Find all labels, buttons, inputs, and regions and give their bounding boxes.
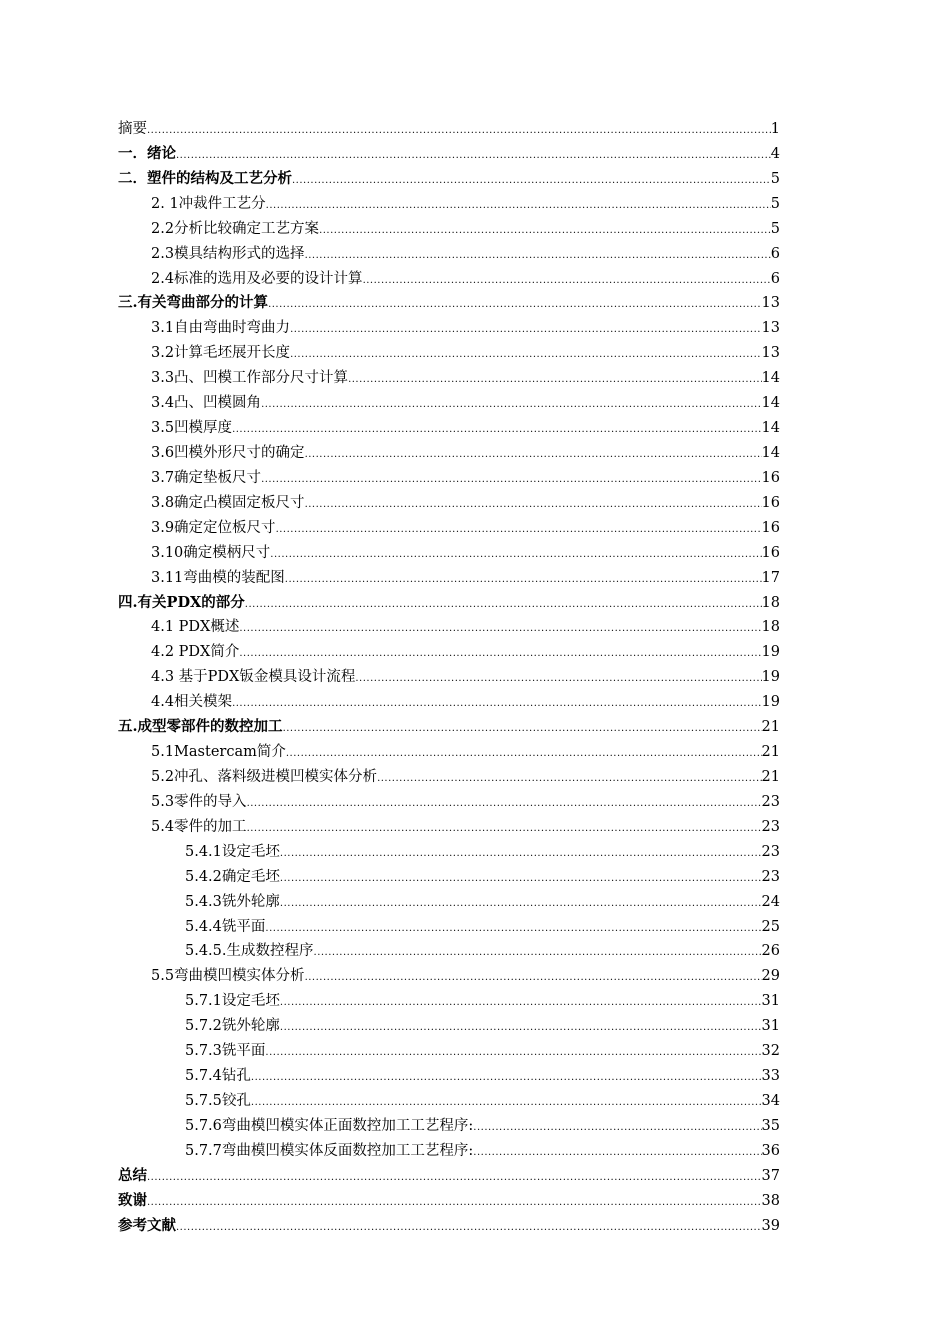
toc-dot-leader [276,518,762,543]
toc-entry-title: 5.4.4铣平面 [185,918,266,935]
toc-entry[interactable] [118,890,780,915]
toc-entry-title: 3.1自由弯曲时弯曲力 [151,320,291,337]
toc-entry-title: 5.4.1设定毛坯 [185,843,280,860]
toc-dot-leader [247,792,762,817]
toc-entry-title: 5.1Mastercam简介 [151,744,286,761]
toc-entry-title: 3.4凸、凹模圆角 [151,395,262,412]
toc-page-number: 34 [761,1092,780,1109]
toc-dot-leader [280,892,762,917]
toc-entry-title: 摘要 [118,121,147,137]
toc-page-number: 25 [761,918,780,935]
toc-entry-title: 3.6凹模外形尺寸的确定 [151,444,305,461]
toc-entry-title: 三.有关弯曲部分的计算 [118,294,269,312]
toc-page-number: 14 [761,370,780,387]
toc-page-number: 39 [761,1217,780,1234]
toc-entry-title: 五.成型零部件的数控加工 [118,718,283,736]
toc-dot-leader [305,966,762,991]
toc-page-number: 5 [770,220,780,237]
toc-entry-title: 5.4.2确定毛坯 [185,868,280,885]
toc-page-number: 32 [761,1043,780,1060]
toc-entry[interactable] [118,865,780,890]
toc-dot-leader [473,1141,761,1166]
toc-entry[interactable] [118,840,780,865]
toc-entry[interactable] [118,516,780,541]
toc-entry-title: 致谢 [118,1191,147,1209]
toc-entry[interactable] [118,1064,780,1089]
toc-page-number: 29 [761,968,780,985]
toc-page-number: 33 [761,1068,780,1085]
toc-dot-leader [377,767,761,792]
toc-dot-leader [290,318,761,343]
toc-entry[interactable] [118,591,780,616]
toc-dot-leader [290,343,761,368]
toc-dot-leader [285,568,762,593]
toc-page-number: 35 [761,1117,780,1134]
toc-entry-title: 5.4零件的加工 [151,818,247,835]
toc-dot-leader [314,941,762,966]
toc-entry[interactable] [118,142,780,167]
toc-dot-leader [251,1066,762,1091]
toc-entry-title: 5.4.3铣外轮廓 [185,893,280,910]
toc-page-number: 6 [770,245,780,262]
toc-entry[interactable] [118,192,780,217]
toc-page-number: 23 [761,818,780,835]
toc-entry-title: 2.2分析比较确定工艺方案 [151,220,320,237]
toc-dot-leader [176,144,771,169]
toc-dot-leader [286,742,762,767]
toc-entry[interactable] [118,790,780,815]
toc-dot-leader [348,368,761,393]
toc-dot-leader [147,119,771,144]
toc-dot-leader [473,1116,761,1141]
toc-page-number: 19 [761,644,780,661]
toc-dot-leader [251,1091,762,1116]
toc-entry-title: 5.7.5铰孔 [185,1092,251,1109]
toc-entry[interactable] [118,566,780,591]
toc-page-number: 18 [761,594,780,611]
toc-dot-leader [280,991,762,1016]
toc-dot-leader [147,1166,762,1191]
toc-entry-title: 3.8确定凸模固定板尺寸 [151,494,305,511]
toc-page-number: 21 [761,744,780,761]
toc-entry-title: 一．绪论 [118,144,176,162]
toc-dot-leader [292,169,771,194]
toc-dot-leader [363,269,771,294]
toc-dot-leader [280,842,762,867]
toc-dot-leader [305,244,771,269]
toc-entry-title: 3.7确定垫板尺寸 [151,469,262,486]
toc-entry[interactable] [118,740,780,765]
toc-entry[interactable] [118,665,780,690]
toc-dot-leader [270,543,761,568]
toc-entry[interactable] [118,1114,780,1139]
toc-page-number: 26 [761,943,780,960]
toc-entry-title: 5.7.2铣外轮廓 [185,1018,280,1035]
toc-entry[interactable] [118,291,780,316]
toc-entry-title: 参考文献 [118,1216,176,1234]
toc-entry[interactable] [118,715,780,740]
toc-dot-leader [232,418,761,443]
toc-dot-leader [266,194,771,219]
toc-dot-leader [280,1016,762,1041]
toc-entry-title: 3.3凸、凹模工作部分尺寸计算 [151,370,349,387]
toc-dot-leader [280,867,762,892]
toc-entry[interactable] [118,1139,780,1164]
toc-entry[interactable] [118,242,780,267]
toc-entry-title: 2.3模具结构形式的选择 [151,245,305,262]
toc-entry-title: 4.3 基于PDX钣金模具设计流程 [151,669,356,686]
toc-page-number: 13 [761,295,780,312]
toc-dot-leader [355,667,761,692]
toc-entry-title: 3.2计算毛坯展开长度 [151,345,291,362]
toc-entry-title: 二．塑件的结构及工艺分析 [118,169,292,187]
toc-entry[interactable] [118,1189,780,1214]
toc-entry[interactable] [118,466,780,491]
toc-entry[interactable] [118,267,780,292]
toc-dot-leader [268,293,761,318]
toc-entry-title: 2.4标准的选用及必要的设计计算 [151,270,363,287]
toc-entry-title: 5.7.7弯曲模凹模实体反面数控加工工艺程序: [185,1142,474,1159]
toc-dot-leader [305,493,762,518]
toc-entry[interactable] [118,491,780,516]
toc-page-number: 37 [761,1167,780,1184]
toc-entry[interactable] [118,316,780,341]
toc-entry-title: 5.7.3铣平面 [185,1043,266,1060]
toc-entry[interactable] [118,217,780,242]
toc-entry-title: 4.2 PDX简介 [151,644,240,661]
toc-entry-title: 5.7.6弯曲模凹模实体正面数控加工工艺程序: [185,1117,474,1134]
toc-page-number: 23 [761,843,780,860]
toc-entry[interactable] [118,1214,780,1239]
toc-entry[interactable] [118,1164,780,1189]
toc-page-number: 18 [761,619,780,636]
toc-dot-leader [261,468,761,493]
toc-entry-title: 3.10确定模柄尺寸 [151,544,271,561]
toc-entry[interactable] [118,615,780,640]
toc-entry-title: 5.4.5.生成数控程序 [185,943,314,960]
toc-entry-title: 5.3零件的导入 [151,793,247,810]
toc-entry[interactable] [118,939,780,964]
toc-dot-leader [176,1216,762,1241]
toc-entry-title: 2. 1冲裁件工艺分 [151,195,266,212]
toc-entry-title: 总结 [118,1166,147,1184]
toc-dot-leader [261,393,761,418]
toc-entry[interactable] [118,391,780,416]
toc-entry-title: 3.5凹模厚度 [151,420,233,437]
toc-entry[interactable] [118,341,780,366]
toc-entry-title: 5.5弯曲模凹模实体分析 [151,968,305,985]
table-of-contents [118,117,780,1238]
toc-entry[interactable] [118,815,780,840]
toc-entry[interactable] [118,441,780,466]
toc-page-number: 14 [761,395,780,412]
toc-dot-leader [232,692,761,717]
toc-page-number: 19 [761,669,780,686]
toc-page-number: 13 [761,320,780,337]
toc-entry-title: 5.7.1设定毛坯 [185,993,280,1010]
toc-dot-leader [305,443,762,468]
toc-page-number: 36 [761,1142,780,1159]
toc-page-number: 14 [761,420,780,437]
toc-page-number: 23 [761,868,780,885]
toc-dot-leader [245,593,762,618]
toc-page-number: 5 [770,195,780,212]
toc-dot-leader [265,917,761,942]
toc-entry[interactable] [118,915,780,940]
toc-page-number: 31 [761,993,780,1010]
toc-entry-title: 4.1 PDX概述 [151,619,240,636]
toc-entry[interactable] [118,541,780,566]
toc-dot-leader [265,1041,761,1066]
toc-page-number: 23 [761,793,780,810]
toc-dot-leader [147,1191,762,1216]
toc-entry[interactable] [118,765,780,790]
toc-entry[interactable] [118,167,780,192]
toc-page-number: 19 [761,694,780,711]
toc-page-number: 21 [761,719,780,736]
toc-page-number: 5 [770,170,780,187]
toc-entry[interactable] [118,640,780,665]
toc-entry[interactable] [118,416,780,441]
toc-entry-title: 3.11弯曲模的装配图 [151,569,285,586]
toc-entry[interactable] [118,117,780,142]
toc-page-number: 1 [770,121,780,137]
toc-entry-title: 四.有关PDX的部分 [118,593,245,611]
toc-page-number: 38 [761,1192,780,1209]
toc-page-number: 16 [761,494,780,511]
toc-page-number: 13 [761,345,780,362]
toc-page-number: 6 [770,270,780,287]
toc-entry[interactable] [118,964,780,989]
toc-page-number: 16 [761,544,780,561]
toc-entry-title: 5.2冲孔、落料级进模凹模实体分析 [151,768,378,785]
toc-dot-leader [239,642,761,667]
toc-page-number: 21 [761,768,780,785]
toc-dot-leader [283,717,762,742]
toc-page-number: 31 [761,1018,780,1035]
toc-entry-title: 3.9确定定位板尺寸 [151,519,276,536]
toc-entry[interactable] [118,1014,780,1039]
toc-dot-leader [319,219,771,244]
toc-page-number: 24 [761,893,780,910]
toc-entry[interactable] [118,1039,780,1064]
toc-entry[interactable] [118,690,780,715]
toc-page-number: 4 [770,145,780,162]
toc-dot-leader [239,617,761,642]
toc-entry-title: 4.4相关模架 [151,694,233,711]
toc-entry-title: 5.7.4钻孔 [185,1068,251,1085]
toc-dot-leader [247,817,762,842]
toc-entry[interactable] [118,989,780,1014]
toc-entry[interactable] [118,1089,780,1114]
toc-page-number: 14 [761,444,780,461]
toc-entry[interactable] [118,366,780,391]
toc-page-number: 16 [761,519,780,536]
toc-page-number: 17 [761,569,780,586]
toc-page-number: 16 [761,469,780,486]
